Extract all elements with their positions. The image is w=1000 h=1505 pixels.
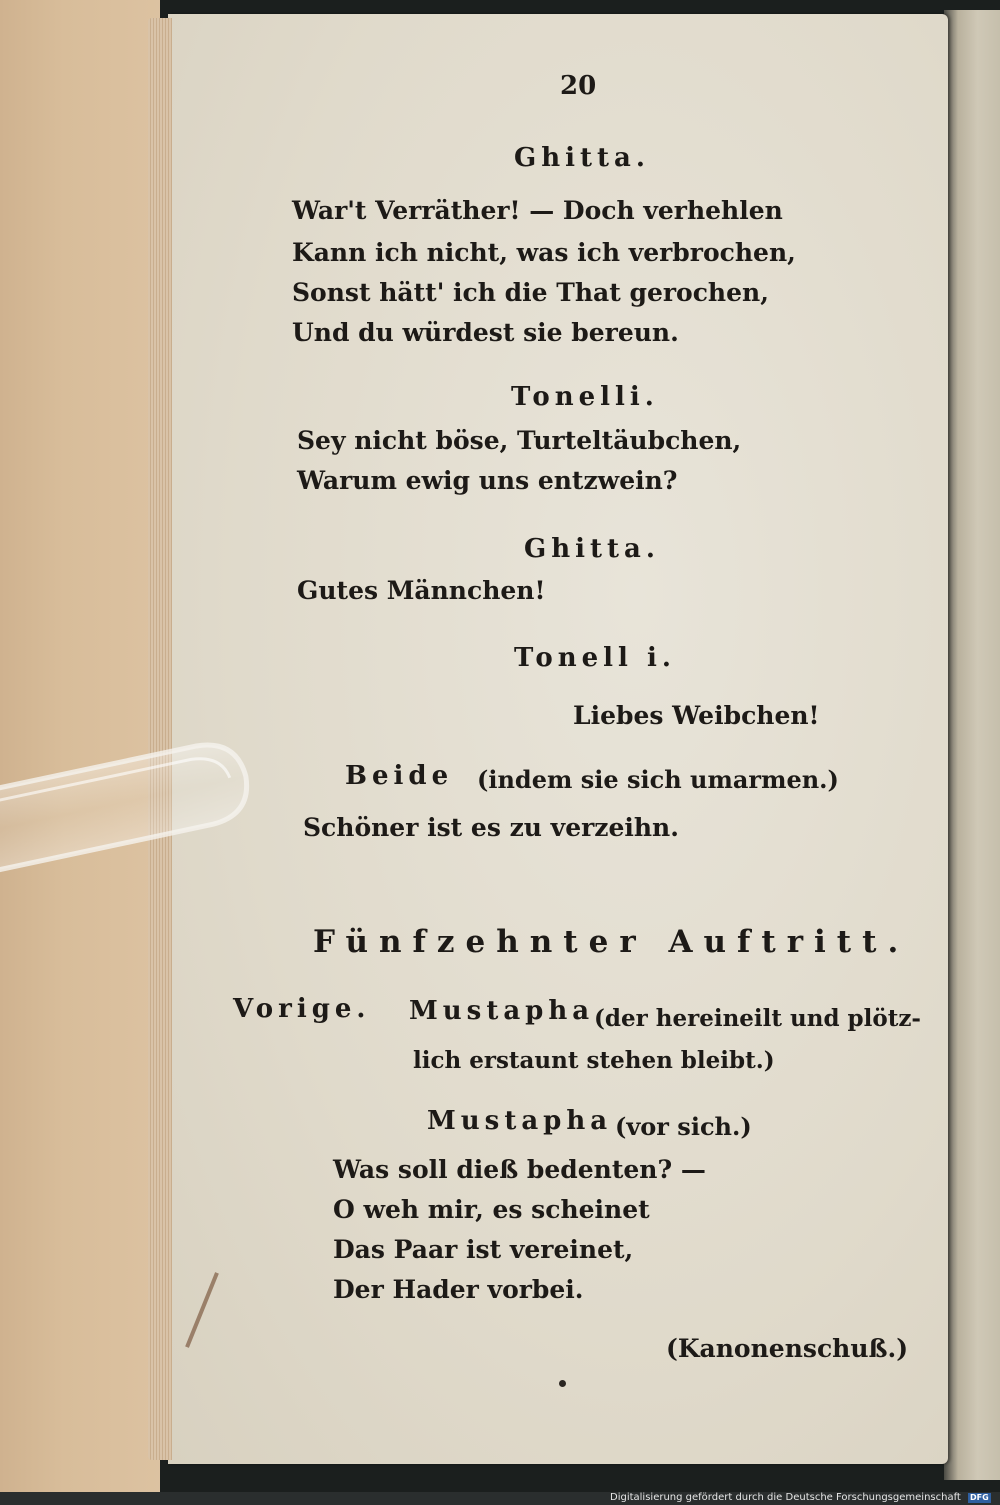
speaker-heading: Beide — [345, 761, 454, 791]
verse-line: Kann ich nicht, was ich verbrochen, — [292, 238, 796, 267]
page-number: 20 — [560, 71, 597, 101]
stage-direction: (vor sich.) — [615, 1112, 752, 1141]
ink-dot — [559, 1380, 566, 1387]
verse-line: Der Hader vorbei. — [333, 1275, 584, 1304]
character-name: Mustapha — [409, 996, 595, 1026]
stage-direction: (indem sie sich umarmen.) — [477, 765, 839, 794]
verse-line: Und du würdest sie bereun. — [292, 318, 679, 347]
verse-line: Gutes Männchen! — [297, 576, 546, 605]
speaker-heading: Tonell i. — [514, 643, 676, 673]
stage-direction: lich erstaunt stehen bleibt.) — [413, 1047, 775, 1074]
verse-line: Das Paar ist vereinet, — [333, 1235, 634, 1264]
verse-line: Schöner ist es zu verzeihn. — [303, 813, 679, 842]
speaker-heading: Tonelli. — [511, 382, 659, 412]
dfg-logo: DFG — [970, 1493, 989, 1502]
speaker-heading: Mustapha — [427, 1106, 613, 1136]
speaker-heading: Ghitta. — [514, 143, 650, 173]
verse-line: O weh mir, es scheinet — [333, 1195, 650, 1224]
verse-line: Sonst hätt' ich die That gerochen, — [292, 278, 769, 307]
speaker-heading: Ghitta. — [524, 534, 660, 564]
verse-line: Was soll dieß bedenten? — — [333, 1155, 706, 1184]
adjacent-page — [944, 10, 1000, 1480]
footer-text: Digitalisierung gefördert durch die Deutsche Forschungsgemeinschaft — [610, 1492, 961, 1503]
verse-line: Sey nicht böse, Turteltäubchen, — [297, 426, 742, 455]
stage-direction: (Kanonenschuß.) — [666, 1334, 909, 1363]
stage-direction: (der hereineilt und plötz- — [594, 1005, 921, 1032]
scene-title: Fünfzehnter Auftritt. — [313, 924, 910, 960]
scene-characters: Vorige. — [233, 994, 371, 1024]
verse-line: War't Verräther! — Doch verhehlen — [292, 196, 783, 225]
verse-line: Warum ewig uns entzwein? — [297, 466, 678, 495]
verse-line: Liebes Weibchen! — [573, 701, 820, 730]
